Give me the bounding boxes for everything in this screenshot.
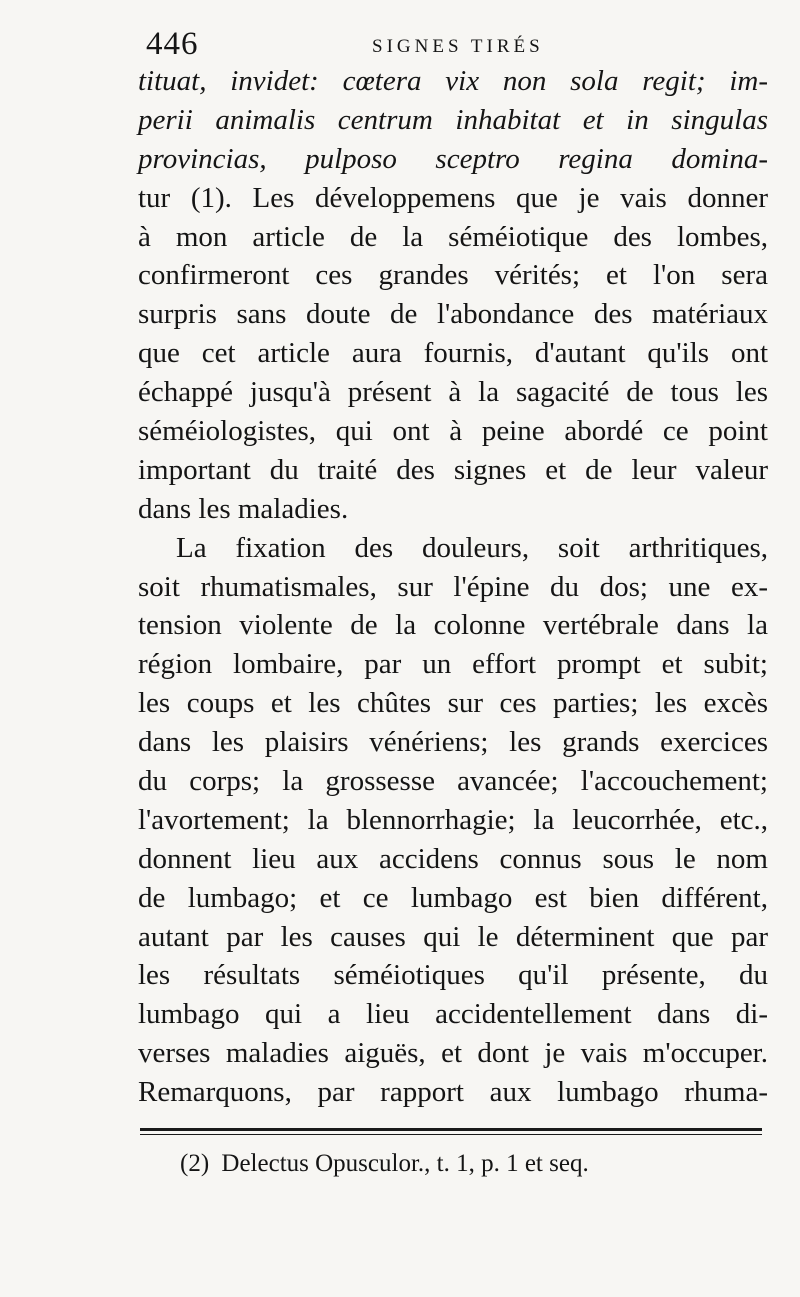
footnote <box>180 1150 589 1178</box>
text-line: séméiologistes, qui ont à peine abordé ce point <box>138 415 768 448</box>
footnote-rule <box>140 1128 762 1135</box>
text-line: région lombaire, par un effort prompt et subit; <box>138 648 768 681</box>
rule-thick <box>140 1128 762 1131</box>
text-line: tituat, invidet: cœtera vix non sola regit; im- <box>138 65 768 97</box>
text-line: Remarquons, par rapport aux lumbago rhuma- <box>138 1076 768 1109</box>
text-line: tension violente de la colonne vertébrale dans la <box>138 609 768 642</box>
text-line: lumbago qui a lieu accidentellement dans di- <box>138 998 768 1031</box>
text-line: verses maladies aiguës, et dont je vais m'occuper. <box>138 1037 768 1070</box>
text-line: à mon article de la séméiotique des lombes, <box>138 220 768 253</box>
text-line: confirmeront ces grandes vérités; et l'on sera <box>138 259 768 292</box>
text-line: du corps; la grossesse avancée; l'accouchement; <box>138 765 768 798</box>
rule-thin <box>140 1134 762 1135</box>
text-line: l'avortement; la blennorrhagie; la leucorrhée, etc., <box>138 803 768 836</box>
text-line: dans les maladies. <box>138 492 349 525</box>
text-line: échappé jusqu'à présent à la sagacité de tous les <box>138 376 768 409</box>
text-line: dans les plaisirs vénériens; les grands exercices <box>138 726 768 759</box>
body-text <box>138 62 768 1112</box>
text-line: perii animalis centrum inhabitat et in singulas <box>138 103 768 136</box>
footnote-text: Delectus Opusculor., t. 1, p. 1 et seq. <box>221 1150 589 1177</box>
text-line: surpris sans doute de l'abondance des matériaux <box>138 298 768 331</box>
text-line: de lumbago; et ce lumbago est bien différent, <box>138 881 768 914</box>
text-line: important du traité des signes et de leur valeur <box>138 453 768 486</box>
text-line: les coups et les chûtes sur ces parties; les excès <box>138 687 768 720</box>
text-line: les résultats séméiotiques qu'il présente, du <box>138 959 768 992</box>
paragraph-start-line: La fixation des douleurs, soit arthritiques, <box>176 531 768 564</box>
text-line: provincias, pulposo sceptro regina domina- <box>138 142 768 175</box>
text-line: que cet article aura fournis, d'autant qu'ils ont <box>138 337 768 370</box>
text-line: tur (1). Les développemens que je vais donner <box>138 181 768 214</box>
text-line: autant par les causes qui le déterminent que par <box>138 920 768 953</box>
text-line: soit rhumatismales, sur l'épine du dos; une ex- <box>138 570 768 603</box>
text-line: donnent lieu aux accidens connus sous le nom <box>138 842 768 875</box>
footnote-mark: (2) <box>180 1150 210 1177</box>
page-number: 446 <box>146 26 199 62</box>
running-head: SIGNES TIRÉS <box>372 36 544 57</box>
